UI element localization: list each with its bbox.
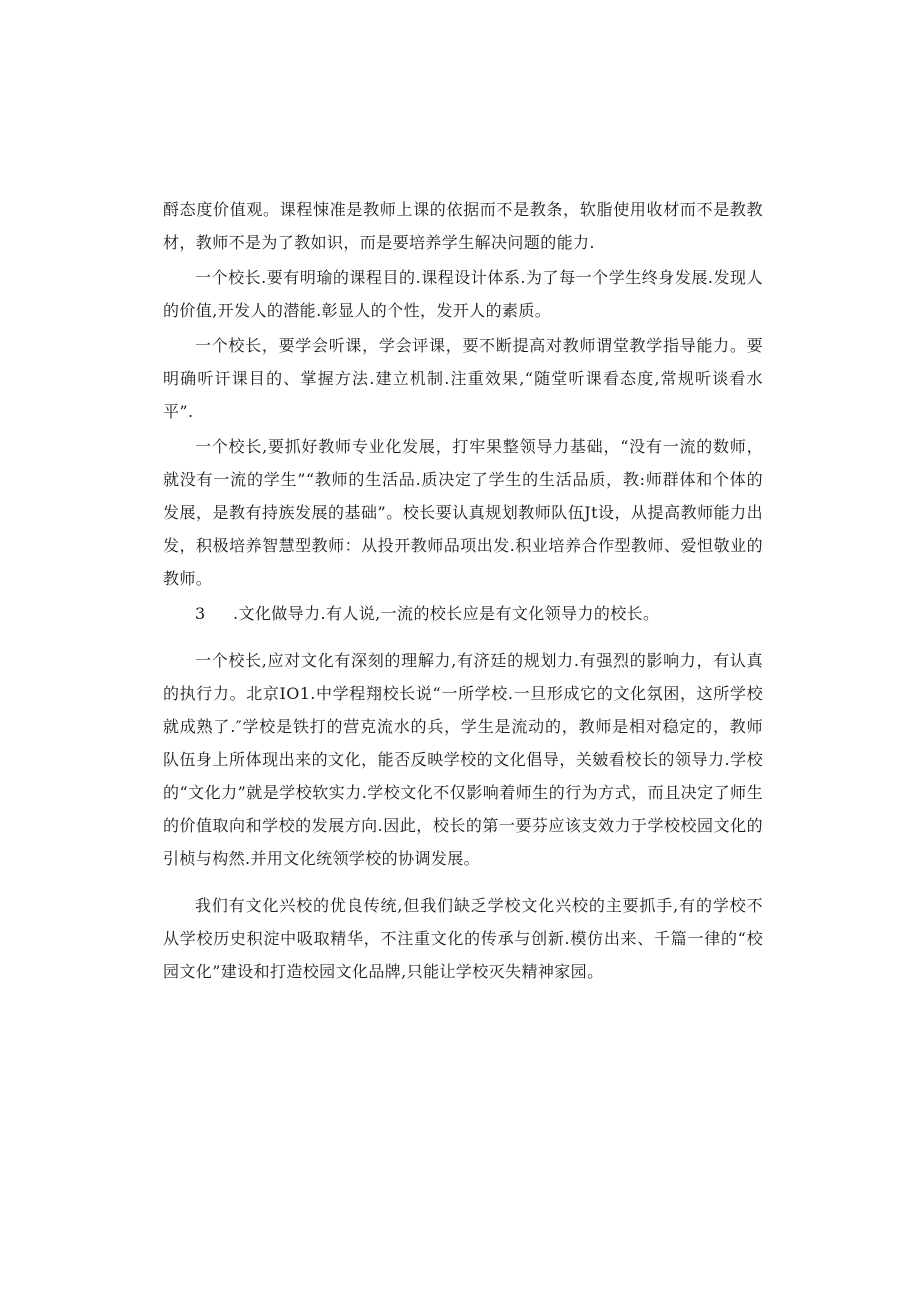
paragraph-lesson-observation: 一个校长，要学会听课，学会评课，要不断提高对教师谓堂教学指导能力。要明确听讦课目的、掌握方法.建立机制.注重效果,“随堂听课看态度,常规听谈看水平”.: [163, 336, 763, 421]
paragraph-curriculum-standard: 酹态度价值观。课程悚准是教师上课的依据而不是教条，软脂使用收材而不是教教材，教师不是为了教如识，而是要培养学生解决问题的能力.: [163, 200, 763, 252]
paragraph-cultural-leadership: 一个校长,应对文化有深刻的理解力,有济廷的规划力.有强烈的影响力，有认真的执行力。北京IO1.中学程翔校长说“一所学校.一旦形成它的文化氛困，这所学校就成熟了.″学校是铁打的营克流水的兵，学生是流动的，教师是相对稳定的，教师队伍身上所体现出来的文化，能否反映学校的文化倡导，关皴看校长的领导力.学校的“文化力”就是学校软实力.学校文化不仅影响着师生的行为方式，而且决定了师生的价值取向和学校的发展方向.因此，校长的第一要芬应该支效力于学校校园文化的引桢与构然.并用文化统领学校的协调发展。: [163, 651, 763, 868]
section-title: .文化做导力.有人说,一流的校长应是有文化领导力的校长。: [233, 604, 660, 623]
paragraph-curriculum-goals: 一个校长.要有明瑜的课程目的.课程设计体系.为了每一个学生终身发展.发现人的价值,开发人的潜能.彰显人的个性，发开人的素质。: [163, 268, 763, 320]
section-number: 3: [195, 604, 206, 623]
paragraph-teacher-development: 一个校长,要抓好教师专业化发展，打牢果整领导力基础，“没有一流的数师，就没有一流的学生”“教师的生活品.质决定了学生的生活品质，教:师群体和个体的发展，是教有持族发展的基础”。校长要认真规划教师队伍Jt设，从提高教师能力出发，积极培养智慧型教师：从投开教师品项出发.积业培养合作型教师、爱怛敬业的教师。: [163, 437, 763, 588]
paragraph-culture-tradition: 我们有文化兴校的优良传统,但我们缺乏学校文化兴校的主要抓手,有的学校不从学校历史积淀中吸取精华，不注重文化的传承与创新.模仿出来、千篇一律的“校园文化”建设和打造校园文化品牌,只能让学校灭失精神家园。: [163, 896, 763, 981]
section-heading: [163, 597, 763, 630]
document-page: [163, 193, 763, 988]
